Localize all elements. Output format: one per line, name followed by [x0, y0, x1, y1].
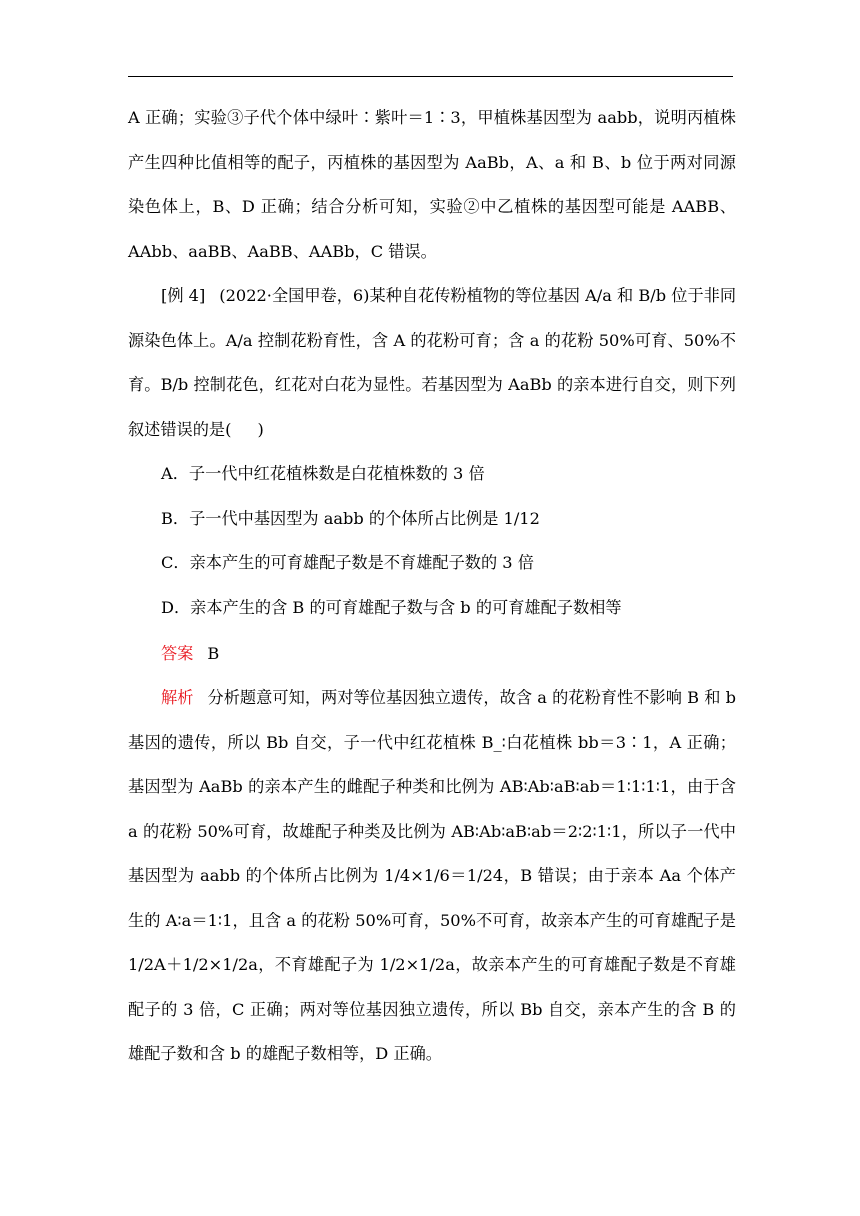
analysis-text: 分析题意可知，两对等位基因独立遗传，故含 a 的花粉育性不影响 B 和 b 基因的遗传，所以 Bb 自交，子一代中红花植株 B_∶白花植株 bb＝3∶1，A 正确；基因型为 AaBb 的亲本产生的雌配子种类和比例为 AB∶Ab∶aB∶ab＝1∶1∶1∶1，由于含 a 的花粉 50%可育，故雄配子种类及比例为 AB∶Ab∶aB∶ab＝2∶2∶1∶1，所以子一代中基因型为 aabb 的个体所占比例为 1/4×1/6＝1/24，B 错误；由于亲本 Aa 个体产生的 A∶a＝1∶1，且含 a 的花粉 50%可育，50%不可育，故亲本产生的可育雄配子是 1/2A＋1/2×1/2a，不育雄配子为 1/2×1/2a，故亲本产生的可育雄配子数是不育雄配子的 3 倍，C 正确；两对等位基因独立遗传，所以 Bb 自交，亲本产生的含 B 的雄配子数和含 b 的雄配子数相等，D 正确。 — [128, 688, 737, 1063]
option-a: A．子一代中红花植株数是白花植株数的 3 倍 — [161, 464, 485, 483]
answer-label: 答案 — [161, 644, 194, 663]
option-b: B．子一代中基因型为 aabb 的个体所占比例是 1/12 — [161, 508, 540, 528]
example-label: [例 4] — [161, 286, 206, 305]
example-4-question — [128, 274, 736, 630]
answer-line — [128, 632, 736, 677]
answer-section — [128, 632, 736, 677]
continuation-paragraph: A 正确；实验③子代个体中绿叶∶紫叶＝1∶3，甲植株基因型为 aabb，说明丙植株产生四种比值相等的配子，丙植株的基因型为 AaBb，A、a 和 B、b 位于两对同源染色体上，B、D 正确；结合分析可知，实验②中乙植株的基因型可能是 AABB、AAbb、aaBB、AaBB、AABb，C 错误。 — [128, 108, 736, 261]
analysis-paragraph — [128, 676, 736, 1077]
analysis-section — [128, 676, 736, 1077]
analysis-label: 解析 — [161, 688, 194, 707]
question-stem-text: (2022·全国甲卷，6)某种自花传粉植物的等位基因 A/a 和 B/b 位于非同源染色体上。A/a 控制花粉育性，含 A 的花粉可育；含 a 的花粉 50%可育、50%不育。B/b 控制花色，红花对白花为显性。若基因型为 AaBb 的亲本进行自交，则下列叙述错误的是( — [128, 286, 737, 439]
header-rule — [128, 76, 733, 77]
question-stem-close: ) — [257, 419, 264, 439]
previous-analysis-continuation — [128, 96, 736, 274]
option-c: C．亲本产生的可育雄配子数是不育雄配子数的 3 倍 — [161, 553, 534, 572]
answer-value: B — [207, 644, 220, 663]
option-d: D．亲本产生的含 B 的可育雄配子数与含 b 的可育雄配子数相等 — [161, 597, 622, 617]
question-stem — [128, 274, 736, 452]
